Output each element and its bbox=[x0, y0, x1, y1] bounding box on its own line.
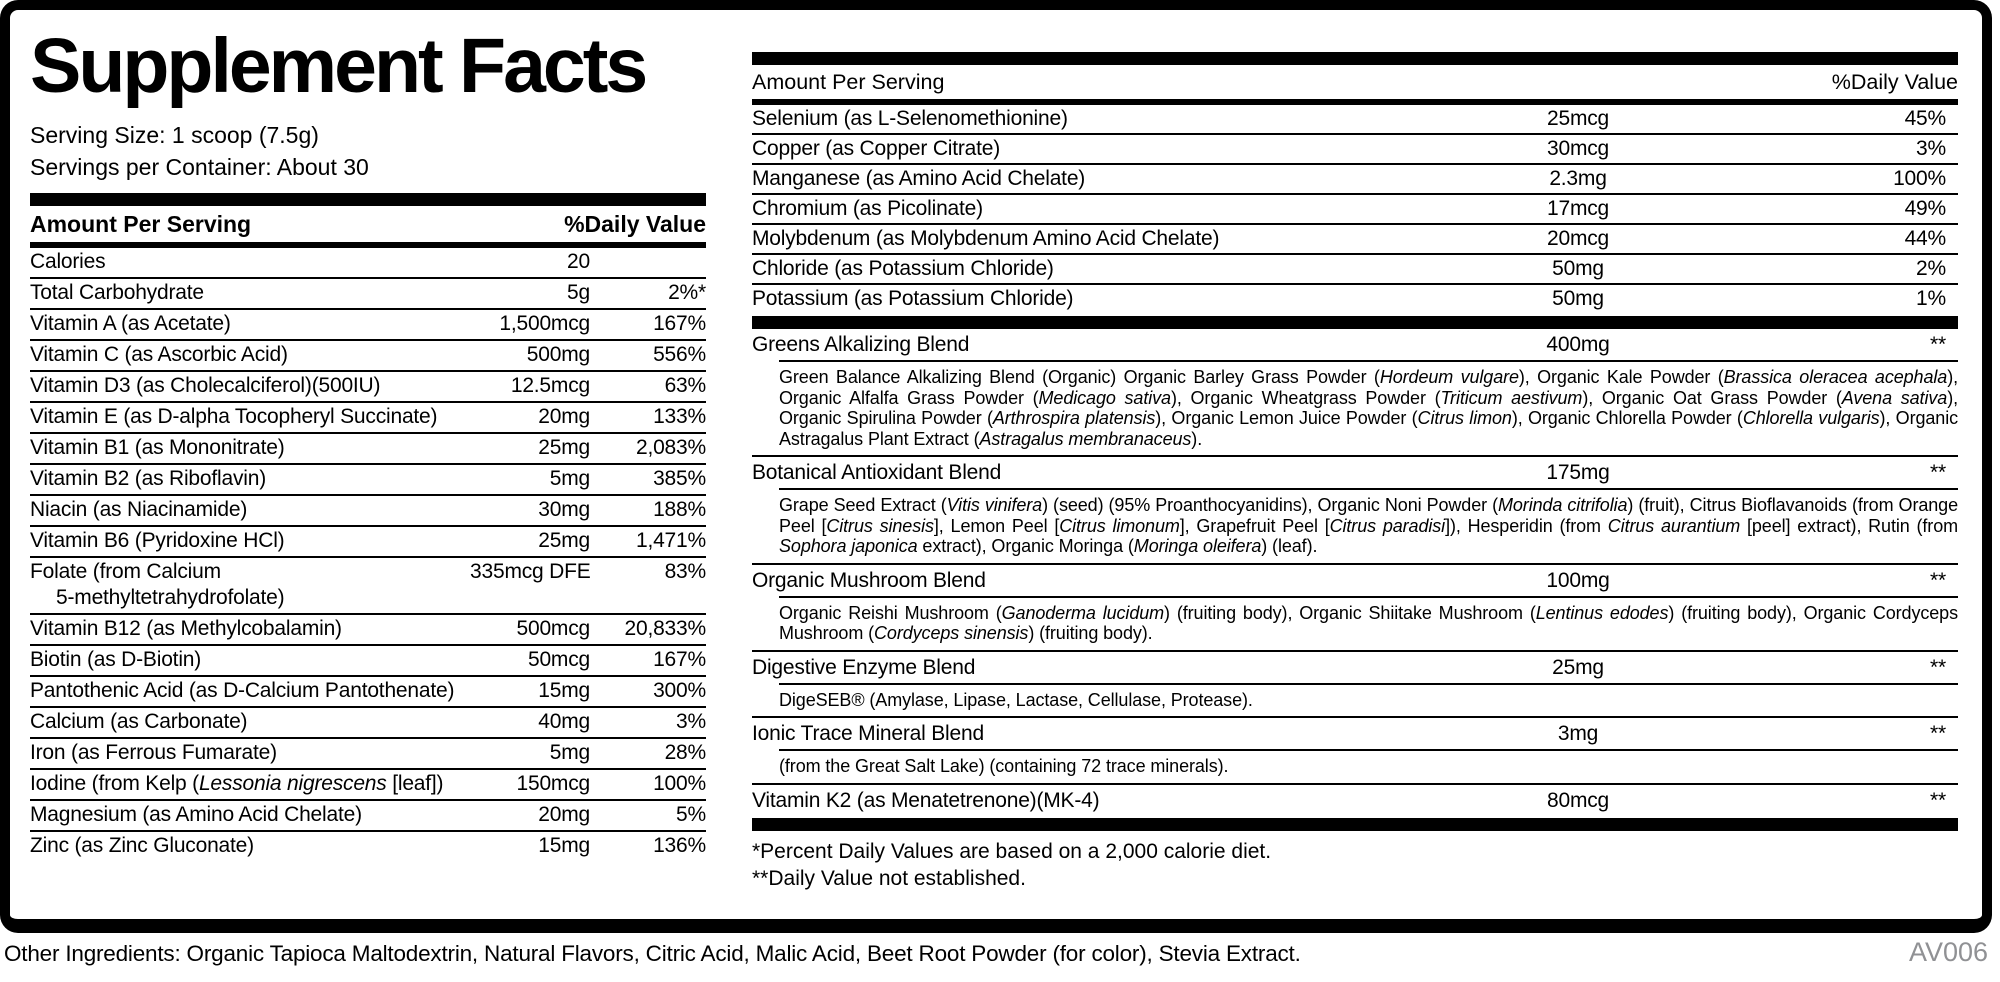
nutrient-row bbox=[752, 135, 1958, 165]
nutrient-daily-value: 83% bbox=[664, 560, 706, 583]
nutrient-name: Niacin (as Niacinamide) bbox=[30, 498, 248, 521]
nutrient-amount: 20mcg bbox=[1546, 227, 1610, 250]
blend-daily-value: ** bbox=[1930, 461, 1946, 484]
nutrient-name: Vitamin A (as Acetate) bbox=[30, 312, 231, 335]
nutrient-row bbox=[30, 465, 706, 496]
nutrient-daily-value: 44% bbox=[1904, 227, 1946, 250]
nutrient-name: Calcium (as Carbonate) bbox=[30, 710, 248, 733]
blend-name: Digestive Enzyme Blend bbox=[752, 655, 976, 679]
daily-value-label: %Daily Value bbox=[564, 211, 706, 237]
nutrient-amount: 17mcg bbox=[1546, 197, 1610, 220]
nutrient-daily-value: 385% bbox=[653, 467, 706, 490]
nutrient-name: Iodine (from Kelp (Lessonia nigrescens [leaf]) bbox=[30, 772, 444, 795]
nutrient-daily-value: 136% bbox=[653, 834, 706, 857]
blend-description: DigeSEB® (Amylase, Lipase, Lactase, Cellulase, Protease). bbox=[779, 689, 1253, 710]
nutrient-row bbox=[30, 527, 706, 558]
nutrient-amount: 20mg bbox=[538, 803, 590, 826]
nutrient-amount: 500mcg bbox=[516, 617, 590, 640]
blend-block bbox=[752, 718, 1958, 785]
nutrient-daily-value: 2,083% bbox=[635, 436, 706, 459]
nutrient-daily-value: 3% bbox=[1916, 137, 1946, 160]
nutrient-amount: 80mcg bbox=[1546, 788, 1610, 812]
nutrient-row bbox=[752, 105, 1958, 135]
nutrient-amount: 30mcg bbox=[1546, 137, 1610, 160]
nutrient-daily-value: 133% bbox=[653, 405, 706, 428]
nutrient-row bbox=[752, 285, 1958, 313]
nutrient-row bbox=[30, 646, 706, 677]
nutrient-amount: 500mg bbox=[526, 343, 590, 366]
nutrient-name: Vitamin B1 (as Mononitrate) bbox=[30, 436, 285, 459]
nutrient-name: Vitamin B12 (as Methylcobalamin) bbox=[30, 617, 342, 640]
section-divider-bar bbox=[752, 316, 1958, 329]
nutrient-row bbox=[30, 801, 706, 832]
nutrient-daily-value: 167% bbox=[653, 648, 706, 671]
nutrient-amount: 50mg bbox=[1552, 287, 1604, 310]
blend-daily-value: ** bbox=[1930, 655, 1946, 679]
nutrient-name: Magnesium (as Amino Acid Chelate) bbox=[30, 803, 362, 826]
nutrient-row bbox=[752, 785, 1958, 816]
left-table-header bbox=[30, 206, 706, 248]
nutrient-name: Calories bbox=[30, 250, 106, 273]
nutrient-name: Molybdenum (as Molybdenum Amino Acid Chelate) bbox=[752, 227, 1220, 250]
nutrient-name: Iron (as Ferrous Fumarate) bbox=[30, 741, 277, 764]
nutrient-name: Potassium (as Potassium Chloride) bbox=[752, 287, 1074, 310]
nutrient-daily-value: 28% bbox=[664, 741, 706, 764]
nutrient-daily-value: 2%* bbox=[668, 281, 706, 304]
nutrient-daily-value: 1,471% bbox=[635, 529, 706, 552]
nutrient-row bbox=[30, 558, 706, 615]
blend-header-row bbox=[752, 652, 1958, 683]
nutrient-row bbox=[30, 708, 706, 739]
nutrient-name: Chloride (as Potassium Chloride) bbox=[752, 257, 1054, 280]
nutrient-name: Vitamin B2 (as Riboflavin) bbox=[30, 467, 267, 490]
left-nutrient-rows bbox=[30, 248, 706, 861]
blend-daily-value: ** bbox=[1930, 722, 1946, 745]
product-code: AV006 bbox=[1908, 937, 1988, 967]
blend-name: Organic Mushroom Blend bbox=[752, 568, 986, 592]
page-title: Supplement Facts bbox=[30, 23, 646, 109]
nutrient-daily-value: 167% bbox=[653, 312, 706, 335]
nutrient-amount: 25mg bbox=[538, 436, 590, 459]
footnote-dv-not-established: **Daily Value not established. bbox=[752, 866, 1026, 890]
nutrient-row bbox=[30, 832, 706, 861]
footnotes bbox=[752, 838, 1958, 892]
nutrient-amount: 20mg bbox=[538, 405, 590, 428]
blend-description: Green Balance Alkalizing Blend (Organic) Organic Barley Grass Powder (Hordeum vulgare), Organic Kale Powder (Brassica oleracea acephala), Organic Alfalfa Grass Powder (Medicago sativa), Organic Wheatgrass Powder (Triticum aestivum), Organic Oat Grass Powder (Avena sativa), Organic Spirulina Powder (Arthrospira platensis), Organic Lemon Juice Powder (Citrus limon), Organic Chlorella Powder (Chlorella vulgaris), Organic Astragalus Plant Extract (Astragalus membranaceus). bbox=[779, 367, 1959, 449]
nutrient-amount: 12.5mcg bbox=[510, 374, 590, 397]
nutrient-name: Copper (as Copper Citrate) bbox=[752, 137, 1001, 160]
nutrient-daily-value: 2% bbox=[1916, 257, 1946, 280]
nutrient-amount: 2.3mg bbox=[1549, 167, 1607, 190]
nutrient-daily-value: 20,833% bbox=[624, 617, 706, 640]
footnote-dv-basis: *Percent Daily Values are based on a 2,000 calorie diet. bbox=[752, 839, 1272, 863]
blend-list bbox=[752, 329, 1958, 785]
nutrient-amount: 5g bbox=[567, 281, 590, 304]
blend-block bbox=[752, 652, 1958, 719]
nutrient-amount: 335mcg DFE bbox=[470, 560, 591, 583]
nutrient-row bbox=[30, 677, 706, 708]
nutrient-name: Vitamin K2 (as Menatetrenone)(MK-4) bbox=[752, 788, 1100, 812]
blend-block bbox=[752, 329, 1958, 457]
blend-header-row bbox=[752, 457, 1958, 488]
nutrient-amount: 25mg bbox=[538, 529, 590, 552]
blend-daily-value: ** bbox=[1930, 568, 1946, 592]
serving-size: Serving Size: 1 scoop (7.5g) bbox=[30, 122, 319, 148]
nutrient-row bbox=[30, 372, 706, 403]
daily-value-label: %Daily Value bbox=[1831, 70, 1958, 94]
nutrient-row bbox=[30, 310, 706, 341]
nutrient-name: Vitamin E (as D-alpha Tocopheryl Succinate) bbox=[30, 405, 438, 428]
nutrient-name: Folate (from Calcium 5-methyltetrahydrofolate) bbox=[30, 560, 285, 609]
section-divider-bar bbox=[30, 193, 706, 206]
nutrient-daily-value: 100% bbox=[653, 772, 706, 795]
nutrient-row bbox=[30, 496, 706, 527]
nutrient-daily-value: 188% bbox=[653, 498, 706, 521]
nutrient-amount: 20 bbox=[567, 250, 590, 273]
nutrient-row bbox=[30, 739, 706, 770]
amount-per-serving-label: Amount Per Serving bbox=[752, 70, 945, 94]
nutrient-daily-value: 63% bbox=[664, 374, 706, 397]
section-divider-bar bbox=[752, 818, 1958, 831]
blend-amount: 3mg bbox=[1557, 722, 1599, 745]
nutrient-row bbox=[752, 165, 1958, 195]
nutrient-row bbox=[30, 434, 706, 465]
nutrient-name: Vitamin B6 (Pyridoxine HCl) bbox=[30, 529, 285, 552]
nutrient-amount: 15mg bbox=[538, 679, 590, 702]
nutrient-daily-value: 5% bbox=[676, 803, 706, 826]
blend-block bbox=[752, 565, 1958, 652]
blend-header-row bbox=[752, 565, 1958, 596]
blend-amount: 25mg bbox=[1552, 655, 1604, 679]
nutrient-row bbox=[752, 195, 1958, 225]
left-facts-column bbox=[30, 10, 706, 861]
nutrient-daily-value: 49% bbox=[1904, 197, 1946, 220]
blend-amount: 400mg bbox=[1546, 333, 1610, 356]
right-table-header bbox=[752, 65, 1958, 105]
nutrient-amount: 150mcg bbox=[516, 772, 590, 795]
nutrient-name: Biotin (as D-Biotin) bbox=[30, 648, 202, 671]
blend-description: Grape Seed Extract (Vitis vinifera) (seed) (95% Proanthocyanidins), Organic Noni Powder (Morinda citrifolia) (fruit), Citrus Bioflavanoids (from Orange Peel [Citrus sinesis], Lemon Peel [Citrus limonum], Grapefruit Peel [Citrus paradisi]), Hesperidin (from Citrus aurantium [peel] extract), Rutin (from Sophora japonica extract), Organic Moringa (Moringa oleifera) (leaf). bbox=[779, 495, 1958, 556]
nutrient-row bbox=[30, 770, 706, 801]
nutrient-amount: 1,500mcg bbox=[499, 312, 590, 335]
nutrient-daily-value: ** bbox=[1930, 788, 1946, 812]
nutrient-daily-value: 1% bbox=[1916, 287, 1946, 310]
nutrient-amount: 50mg bbox=[1552, 257, 1604, 280]
nutrient-name: Total Carbohydrate bbox=[30, 281, 204, 304]
right-nutrient-rows bbox=[752, 105, 1958, 313]
serving-info bbox=[30, 119, 706, 183]
blend-name: Botanical Antioxidant Blend bbox=[752, 461, 1002, 484]
nutrient-name: Zinc (as Zinc Gluconate) bbox=[30, 834, 254, 857]
nutrient-amount: 5mg bbox=[549, 467, 590, 490]
section-divider-bar bbox=[752, 52, 1958, 65]
nutrient-row bbox=[30, 341, 706, 372]
blend-name: Greens Alkalizing Blend bbox=[752, 333, 970, 356]
blend-block bbox=[752, 457, 1958, 565]
nutrient-name: Selenium (as L-Selenomethionine) bbox=[752, 107, 1068, 130]
nutrient-row bbox=[30, 403, 706, 434]
servings-per-container: Servings per Container: About 30 bbox=[30, 154, 369, 180]
blend-header-row bbox=[752, 329, 1958, 360]
right-facts-column bbox=[752, 52, 1958, 892]
blend-amount: 175mg bbox=[1546, 461, 1610, 484]
nutrient-name: Vitamin D3 (as Cholecalciferol)(500IU) bbox=[30, 374, 381, 397]
other-ingredients: Other Ingredients: Organic Tapioca Maltodextrin, Natural Flavors, Citric Acid, Malic Acid, Beet Root Powder (for color), Stevia Extract. bbox=[4, 941, 1301, 966]
nutrient-daily-value: 3% bbox=[676, 710, 706, 733]
nutrient-name: Pantothenic Acid (as D-Calcium Pantothenate) bbox=[30, 679, 455, 702]
nutrient-daily-value: 45% bbox=[1904, 107, 1946, 130]
nutrient-name: Manganese (as Amino Acid Chelate) bbox=[752, 167, 1086, 190]
nutrient-amount: 40mg bbox=[538, 710, 590, 733]
nutrient-row bbox=[30, 248, 706, 279]
blend-daily-value: ** bbox=[1930, 333, 1946, 356]
blend-description: (from the Great Salt Lake) (containing 72 trace minerals). bbox=[779, 756, 1229, 776]
nutrient-amount: 25mcg bbox=[1546, 107, 1610, 130]
nutrient-amount: 30mg bbox=[538, 498, 590, 521]
nutrient-amount: 5mg bbox=[549, 741, 590, 764]
nutrient-name: Vitamin C (as Ascorbic Acid) bbox=[30, 343, 288, 366]
nutrient-row bbox=[752, 225, 1958, 255]
nutrient-daily-value bbox=[590, 249, 706, 275]
amount-per-serving-label: Amount Per Serving bbox=[30, 211, 252, 237]
nutrient-row bbox=[752, 255, 1958, 285]
nutrient-amount: 50mcg bbox=[527, 648, 590, 671]
blend-header-row bbox=[752, 718, 1958, 749]
nutrient-row bbox=[30, 279, 706, 310]
nutrient-daily-value: 100% bbox=[1893, 167, 1946, 190]
nutrient-name: Chromium (as Picolinate) bbox=[752, 197, 983, 220]
nutrient-row bbox=[30, 615, 706, 646]
nutrient-amount: 15mg bbox=[538, 834, 590, 857]
blend-description: Organic Reishi Mushroom (Ganoderma lucidum) (fruiting body), Organic Shiitake Mushroom (Lentinus edodes) (fruiting body), Organic Cordyceps Mushroom (Cordyceps sinensis) (fruiting body). bbox=[779, 602, 1958, 643]
blend-name: Ionic Trace Mineral Blend bbox=[752, 722, 984, 745]
nutrient-daily-value: 556% bbox=[653, 343, 706, 366]
nutrient-daily-value: 300% bbox=[653, 679, 706, 702]
blend-amount: 100mg bbox=[1546, 568, 1610, 592]
